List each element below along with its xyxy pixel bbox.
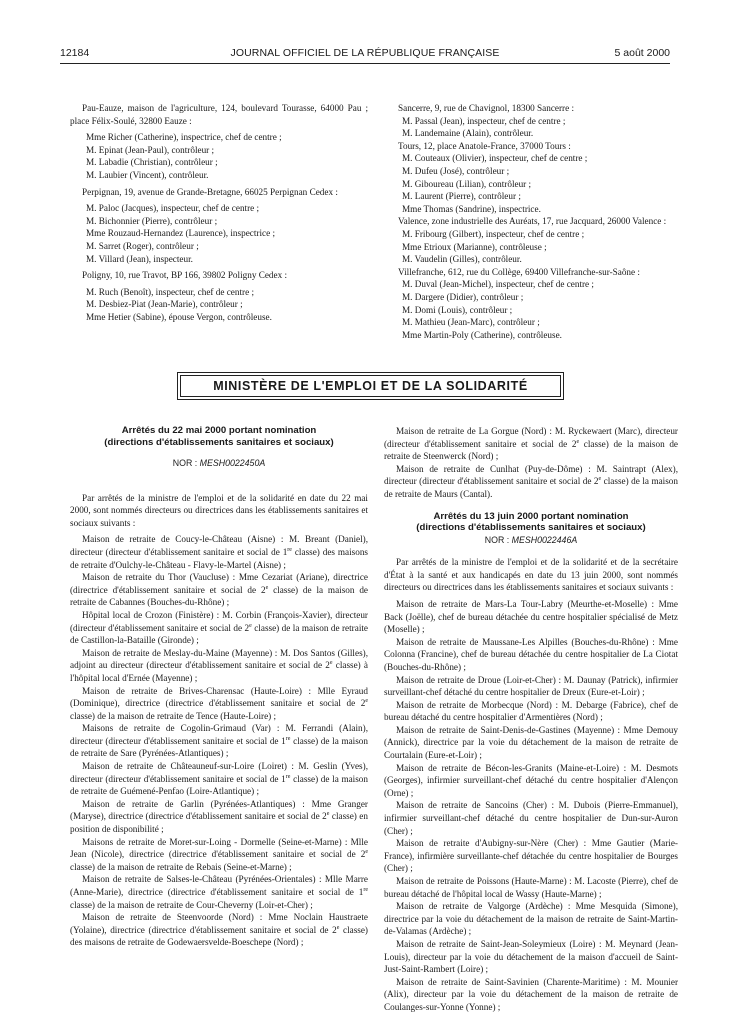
page-number: 12184 [60,47,90,59]
appointment-entry: Maison de retraite de Saint-Savinien (Charente-Maritime) : M. Mounier (Alix), directeur par la voie du détachement de la maison de retraite de Coulanges-sur-Yonne (Yonne) ; [384,976,678,1012]
appointment-entry: Maison de retraite de Mars-La Tour-Labry (Meurthe-et-Moselle) : Mme Back (Joëlle), chef de bureau détachée du centre hospitalier spécialisé de Metz (Moselle) ; [384,598,678,635]
staff-entry: M. Dufeu (José), contrôleur ; [402,165,510,176]
decree-1-nor-label: NOR : [172,458,198,468]
staff-entry: Mme Hetier (Sabine), épouse Vergon, contrôleuse. [86,311,272,322]
appointment-entry: Maison de retraite de Salses-le-Château (Pyrénées-Orientales) : Mlle Marre (Anne-Marie), directrice (directrice d'établissement sanitaire et social de 1re classe) de la maison de retraite de Cour-Cheverny (Loir-et-Cher) ; [70,874,368,910]
staff-entry: M. Domi (Louis), contrôleur ; [402,304,513,315]
staff-entry: M. Desbiez-Piat (Jean-Marie), contrôleur ; [86,299,243,310]
decree-2-title-line1: Arrêtés du 13 juin 2000 portant nomination [433,510,629,522]
staff-entry: M. Fribourg (Gilbert), inspecteur, chef de centre ; [402,228,585,239]
decree-2-title [384,511,678,534]
staff-entry: M. Couteaux (Olivier), inspecteur, chef de centre ; [402,153,588,164]
staff-entry: M. Ruch (Benoît), inspecteur, chef de centre ; [86,286,255,297]
appointment-entry: Maison de retraite de Châteauneuf-sur-Loire (Loiret) : M. Geslin (Yves), directeur (directeur d'établissement sanitaire et social de 1re classe) de la maison de retraite de Guémené-Penfao (Loire-Atlantique) ; [70,761,368,797]
staff-entry: M. Laubier (Vincent), contrôleur. [86,169,209,180]
centre-address: Valence, zone industrielle des Auréats, 17, rue Jacquard, 26000 Valence : [398,216,667,227]
staff-entry: M. Giboureau (Lilian), contrôleur ; [402,178,532,189]
decree-1-nor-code: MESH0022450A [199,458,266,468]
staff-entry: Mme Thomas (Sandrine), inspectrice. [402,203,541,214]
appointment-entry: Maison de retraite de Cunlhat (Puy-de-Dôme) : M. Saintrapt (Alex), directeur (directeur d'établissement sanitaire et social de 2e classe) de la maison de retraite de Maurs (Cantal). [384,463,678,499]
appointment-entry: Maison de retraite de Coucy-le-Château (Aisne) : M. Breant (Daniel), directeur (directeur d'établissement sanitaire et social de 1re classe) des maisons de retraite d'Oulchy-le-Château - Flavy-le-Martel (Aisne) ; [70,534,368,570]
decree-2-nor-code: MESH0022446A [511,534,578,545]
appointment-entry: Maison de retraite de Maussane-Les Alpilles (Bouches-du-Rhône) : Mme Colonna (Francine), chef de bureau détachée du centre hospitalier de La Ciotat (Bouches-du-Rhône) ; [384,636,678,672]
ministry-banner-title: MINISTÈRE DE L'EMPLOI ET DE LA SOLIDARITÉ [180,375,561,397]
appointment-entry: Maison de retraite de La Gorgue (Nord) : M. Ryckewaert (Marc), directeur (directeur d'établissement sanitaire et social de 2e classe) de la maison de retraite de Steenwerck (Nord) ; [384,426,679,462]
staff-entry: M. Mathieu (Jean-Marc), contrôleur ; [402,317,540,328]
staff-entry: M. Epinat (Jean-Paul), contrôleur ; [86,144,215,155]
decree-2-nor [384,534,678,547]
decree-2-nor-label: NOR : [484,534,510,545]
decree-2-title-line2: (directions d'établissements sanitaires et sociaux) [416,522,646,534]
decree-1-nor [70,457,368,470]
appointment-entry: Maison de retraite de Valgorge (Ardèche) : Mme Mesquida (Simone), directrice par la voie du détachement de la maison de retraite de Saint-Martin-de-Valamas (Ardèche) ; [384,901,678,937]
top-left-column [70,102,368,324]
journal-title: JOURNAL OFFICIEL DE LA RÉPUBLIQUE FRANÇAISE [230,47,500,59]
decree-1-title [70,425,368,448]
staff-entry: M. Landemaine (Alain), contrôleur. [402,128,534,139]
appointment-entry: Maison de retraite du Thor (Vaucluse) : Mme Cezariat (Ariane), directrice (directrice d'établissement sanitaire et social de 2e classe) de la maison de retraite de Cabannes (Bouches-du-Rhône) ; [70,572,368,608]
appointment-entry: Maison de retraite de Steenvoorde (Nord) : Mme Noclain Haustraete (Yolaine), directrice (directrice d'établissement sanitaire et social de 2e classe) des maisons de retraite de Godewaersvelde-Boeschepe (Nord) ; [70,912,368,948]
appointment-entry: Hôpital local de Crozon (Finistère) : M. Corbin (François-Xavier), directeur (directeur d'établissement sanitaire et social de 2e classe) de la maison de retraite de Castillon-la-Bataille (Gironde) ; [70,609,368,646]
staff-entry: M. Labadie (Christian), contrôleur ; [86,157,218,168]
appointment-entry: Maisons de retraite de Cogolin-Grimaud (Var) : M. Ferrandi (Alain), directeur (directeur d'établissement sanitaire et social de 1re classe) de la maison de retraite de Sare (Pyrénées-Atlantiques) ; [70,723,368,759]
appointment-entry: Maisons de retraite de Moret-sur-Loing - Dormelle (Seine-et-Marne) : Mlle Jean (Nicole), directrice (directrice d'établissement sanitaire et social de 2e classe) de la maison de retraite de Rebais (Seine-et-Marne) ; [70,836,368,872]
bottom-left-column [70,425,368,949]
appointment-entry: Maison de retraite de Garlin (Pyrénées-Atlantiques) : Mme Granger (Maryse), directrice (directrice d'établissement sanitaire et social de 2e classe) en position de disponibilité ; [70,798,368,835]
appointment-entry: Maison de retraite de Brives-Charensac (Haute-Loire) : Mlle Eyraud (Dominique), directrice (directrice d'établissement sanitaire et social de 2e classe) de la maison de retraite de Tence (Haute-Loire) ; [70,685,368,721]
staff-entry: Mme Etrioux (Marianne), contrôleuse ; [402,241,547,252]
header-rule [60,63,670,64]
staff-entry: Mme Richer (Catherine), inspectrice, chef de centre ; [86,132,282,143]
staff-entry: M. Passal (Jean), inspecteur, chef de centre ; [402,115,566,126]
staff-entry: M. Duval (Jean-Michel), inspecteur, chef de centre ; [402,279,594,290]
staff-entry: M. Paloc (Jacques), inspecteur, chef de centre ; [86,203,260,214]
ministry-banner [177,372,564,400]
decree-1-continued [384,425,678,501]
page-header [60,47,670,61]
appointment-entry: Maison de retraite de Saint-Denis-de-Gastines (Mayenne) : Mme Demouy (Annick), directrice par la voie du détachement de la maison de retraite de Courtalain (Eure-et-Loir) ; [384,724,678,761]
staff-entry: M. Laurent (Pierre), contrôleur ; [402,191,521,202]
decree-1-title-line1: Arrêtés du 22 mai 2000 portant nomination [121,425,317,436]
centre-address: Tours, 12, place Anatole-France, 37000 Tours : [398,140,571,151]
bottom-right-column [384,425,678,1014]
appointment-entry: Maison de retraite de Poissons (Haute-Marne) : M. Lacoste (Pierre), chef de bureau détaché de l'hôpital local de Wassy (Haute-Marne) ; [384,876,678,899]
decree-1-entries [70,533,368,949]
centre-address: Villefranche, 612, rue du Collège, 69400 Villefranche-sur-Saône : [398,266,640,277]
issue-date: 5 août 2000 [614,47,670,59]
staff-entry: Mme Martin-Poly (Catherine), contrôleuse. [402,329,562,340]
appointment-entry: Maison de retraite de Saint-Jean-Soleymieux (Loire) : M. Meynard (Jean-Louis), directeur par la voie du détachement de la maison d'accueil de Saint-Just-Saint-Rambert (Loire) ; [384,938,678,975]
centre-address: Poligny, 10, rue Travot, BP 166, 39802 Poligny Cedex : [82,270,288,281]
appointment-entry: Maison de retraite de Meslay-du-Maine (Mayenne) : M. Dos Santos (Gilles), adjoint au directeur (directeur d'établissement sanitaire et social de 2e classe) à l'hôpital local d'Ernée (Mayenne) ; [70,647,369,683]
centre-address: Sancerre, 9, rue de Chavignol, 18300 Sancerre : [398,103,575,113]
centre-address: Perpignan, 19, avenue de Grande-Bretagne, 66025 Perpignan Cedex : [82,186,338,197]
decree-1-title-line2: (directions d'établissements sanitaires et sociaux) [104,436,334,448]
decree-2-intro: Par arrêtés de la ministre de l'emploi et de la solidarité et de la secrétaire d'État à la santé et aux handicapés en date du 13 juin 2000, sont nommés directeurs ou directrices dans les établissements sanitaires et sociaux suivants : [384,557,678,593]
staff-entry: M. Vaudelin (Gilles), contrôleur. [402,254,522,265]
appointment-entry: Maison de retraite de Droue (Loir-et-Cher) : M. Daunay (Patrick), infirmier surveillant-chef détaché du centre hospitalier de Dreux (Eure-et-Loir) ; [384,674,678,698]
top-right-column [386,102,678,341]
appointment-entry: Maison de retraite de Bécon-les-Granits (Maine-et-Loire) : M. Desmots (Georges), infirmier surveillant-chef détaché du centre hospitalier d'Alençon (Orne) ; [384,762,678,798]
staff-entry: M. Bichonnier (Pierre), contrôleur ; [86,215,218,226]
staff-entry: M. Villard (Jean), inspecteur. [86,253,193,264]
centre-address: Pau-Eauze, maison de l'agriculture, 124, boulevard Tourasse, 64000 Pau ; place Félix-Soulé, 32800 Eauze : [70,103,368,126]
decree-2-entries [384,598,678,1014]
staff-entry: M. Dargere (Didier), contrôleur ; [402,291,524,302]
staff-entry: M. Sarret (Roger), contrôleur ; [86,240,199,251]
appointment-entry: Maison de retraite de Sancoins (Cher) : M. Dubois (Pierre-Emmanuel), infirmier surveillant-chef détaché du centre hospitalier de Dun-sur-Auron (Cher) ; [384,800,678,836]
appointment-entry: Maison de retraite de Morbecque (Nord) : M. Debarge (Fabrice), chef de bureau détaché du centre hospitalier d'Armentières (Nord) ; [384,699,678,723]
decree-1-intro: Par arrêtés de la ministre de l'emploi et de la solidarité en date du 22 mai 2000, sont nommés directeurs ou directrices dans les établissements sanitaires et sociaux suivants : [70,492,368,528]
appointment-entry: Maison de retraite d'Aubigny-sur-Nère (Cher) : Mme Gautier (Marie-France), infirmière surveillante-chef détachée du centre hospitalier de Bourges (Cher) ; [384,838,678,874]
staff-entry: Mme Rouzaud-Hernandez (Laurence), inspectrice ; [86,228,276,239]
